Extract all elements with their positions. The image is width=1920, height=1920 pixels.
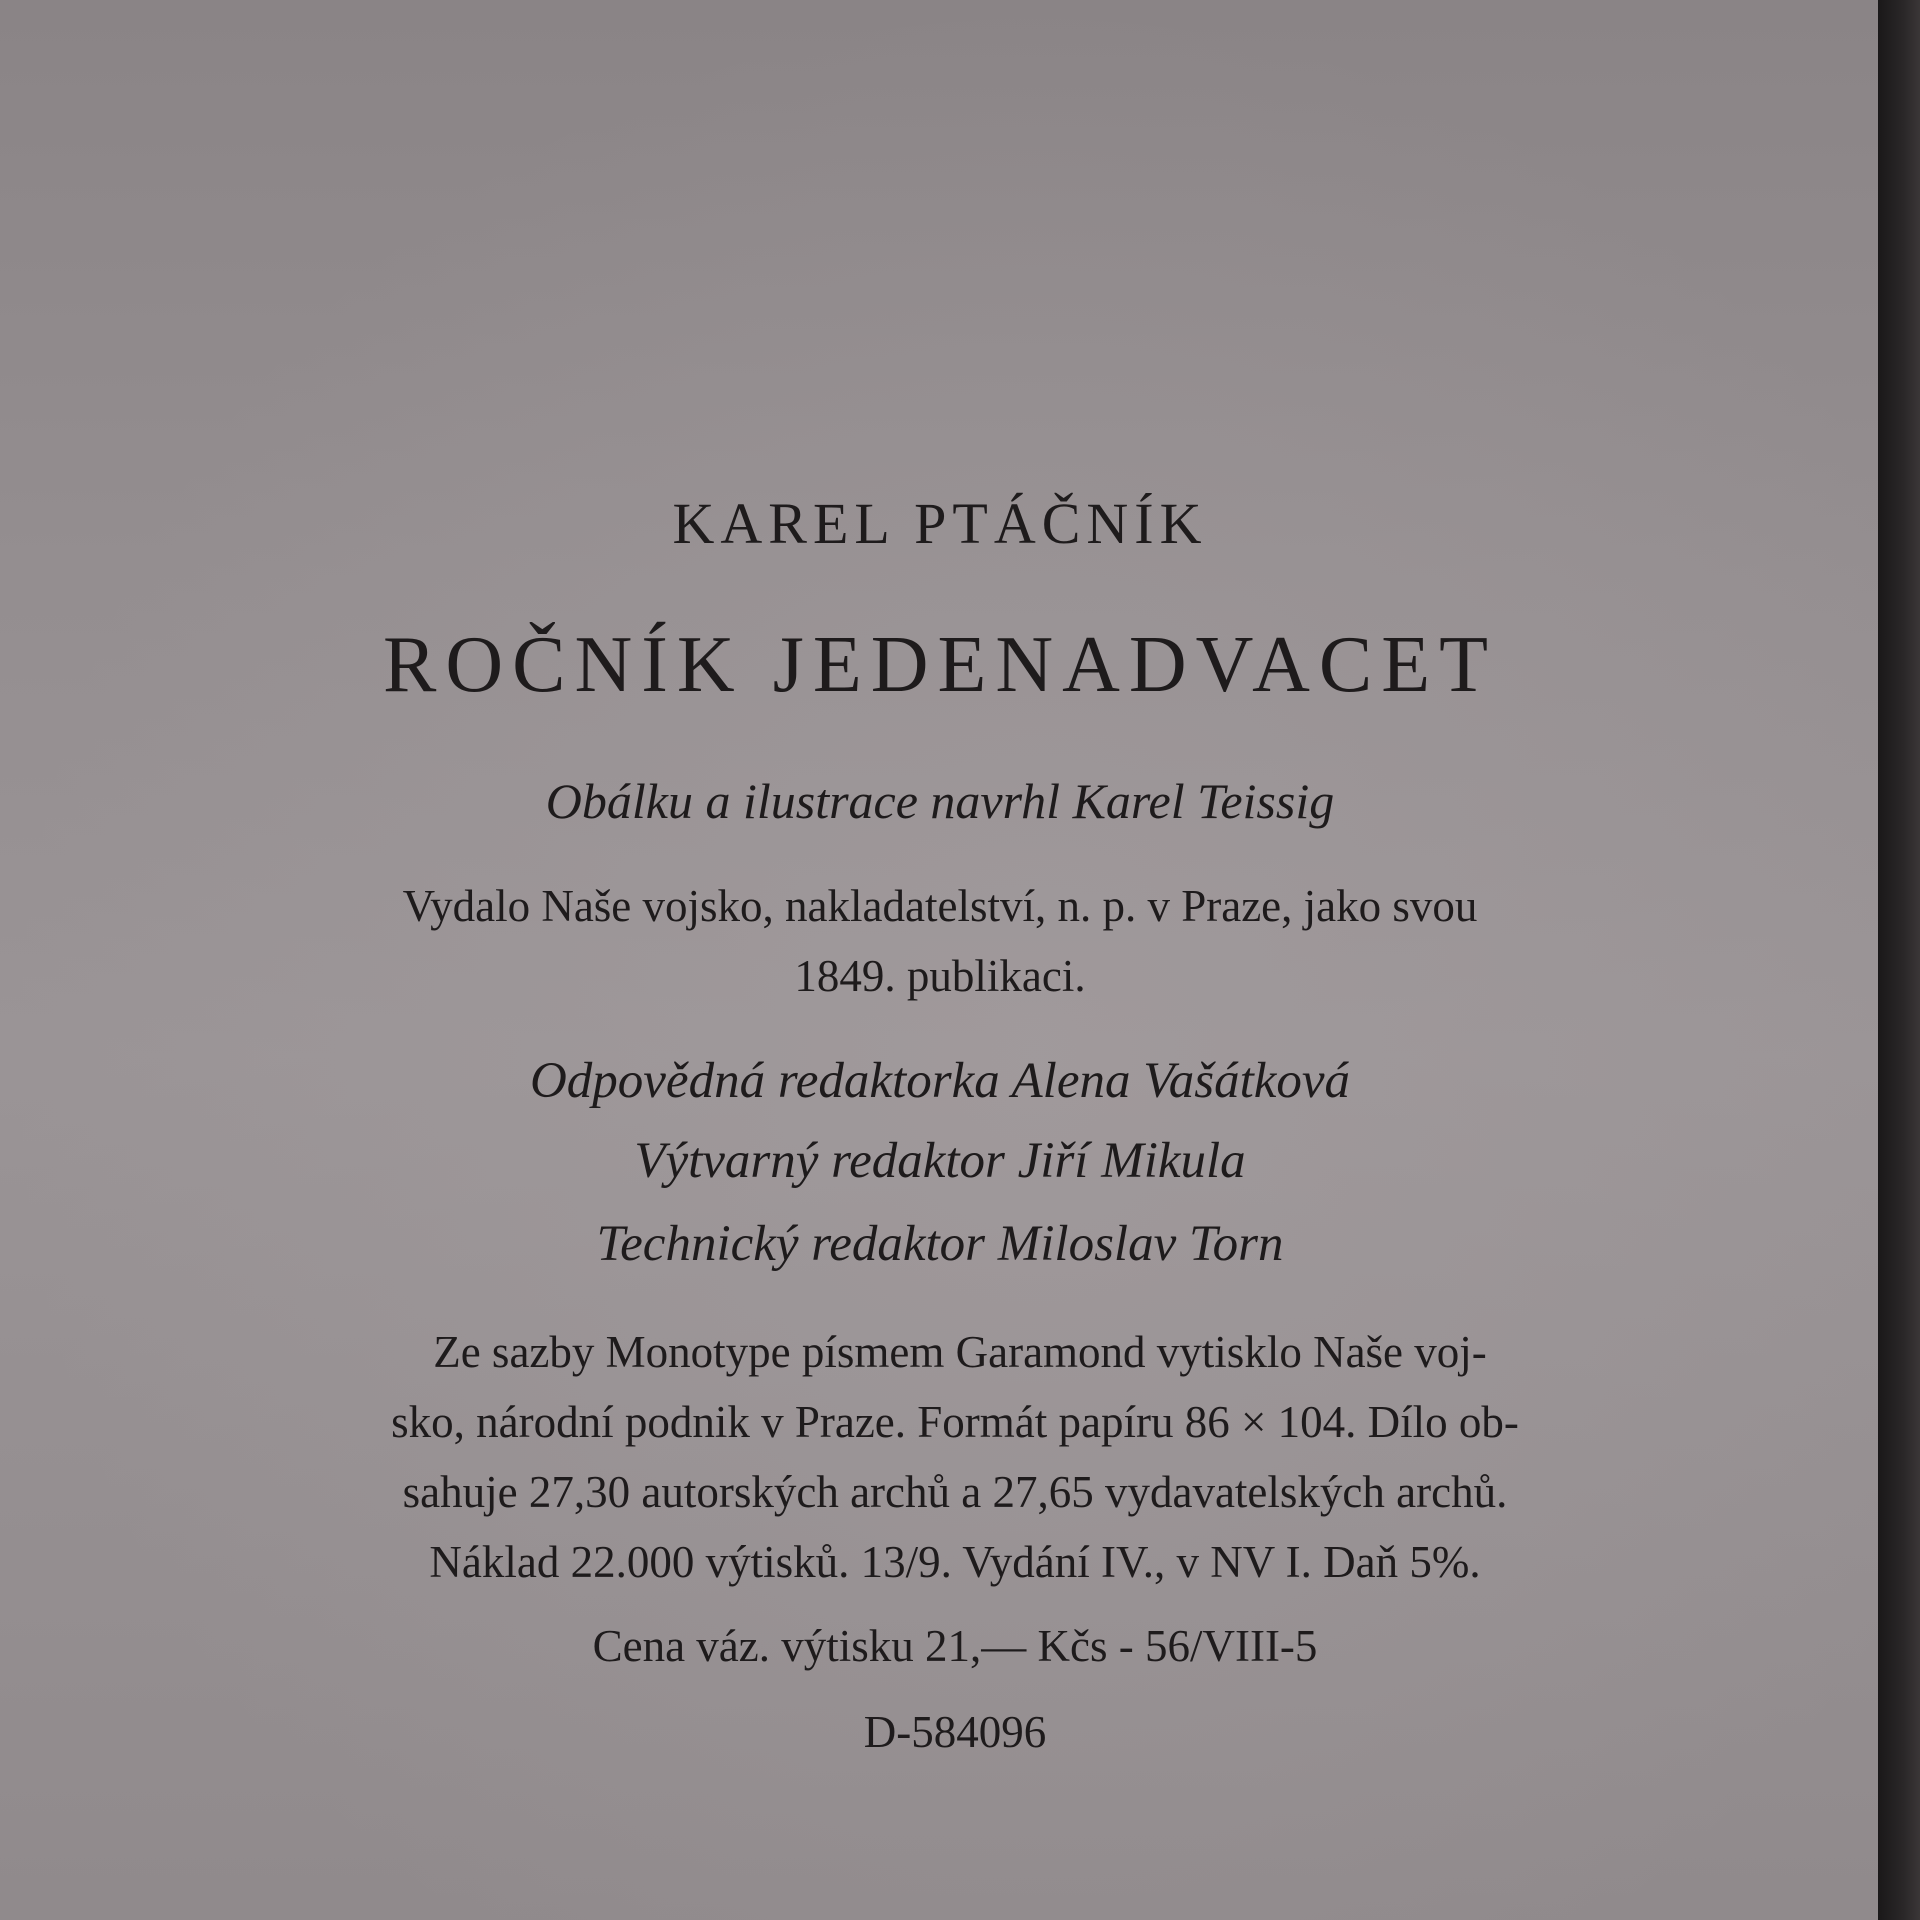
- printing-info-line: Náklad 22.000 výtisků. 13/9. Vydání IV., v NV I. Daň 5%.: [429, 1537, 1481, 1587]
- illustration-credit: Obálku a ilustrace navrhl Karel Teissig: [545, 773, 1335, 829]
- technical-editor-credit: Technický redaktor Miloslav Torn: [596, 1216, 1284, 1272]
- art-editor-credit: Výtvarný redaktor Jiří Mikula: [634, 1133, 1246, 1189]
- book-title: ROČNÍK JEDENADVACET: [383, 621, 1497, 709]
- publisher-line: Vydalo Naše vojsko, nakladatelství, n. p. v Praze, jako svou: [402, 881, 1478, 931]
- printing-info-line: sahuje 27,30 autorských archů a 27,65 vydavatelských archů.: [402, 1467, 1508, 1517]
- catalog-code: D-584096: [863, 1707, 1047, 1757]
- book-spine-edge: [1878, 0, 1920, 1920]
- publisher-line: 1849. publikaci.: [794, 951, 1086, 1001]
- price-line: Cena váz. výtisku 21,— Kčs - 56/VIII-5: [592, 1621, 1318, 1671]
- printing-info-line: Ze sazby Monotype písmem Garamond vytisklo Naše voj-: [433, 1327, 1487, 1377]
- printing-info-line: sko, národní podnik v Praze. Formát papíru 86 × 104. Dílo ob-: [391, 1397, 1519, 1447]
- author-name: KAREL PTÁČNÍK: [672, 491, 1208, 556]
- editor-credit: Odpovědná redaktorka Alena Vašátková: [529, 1053, 1351, 1109]
